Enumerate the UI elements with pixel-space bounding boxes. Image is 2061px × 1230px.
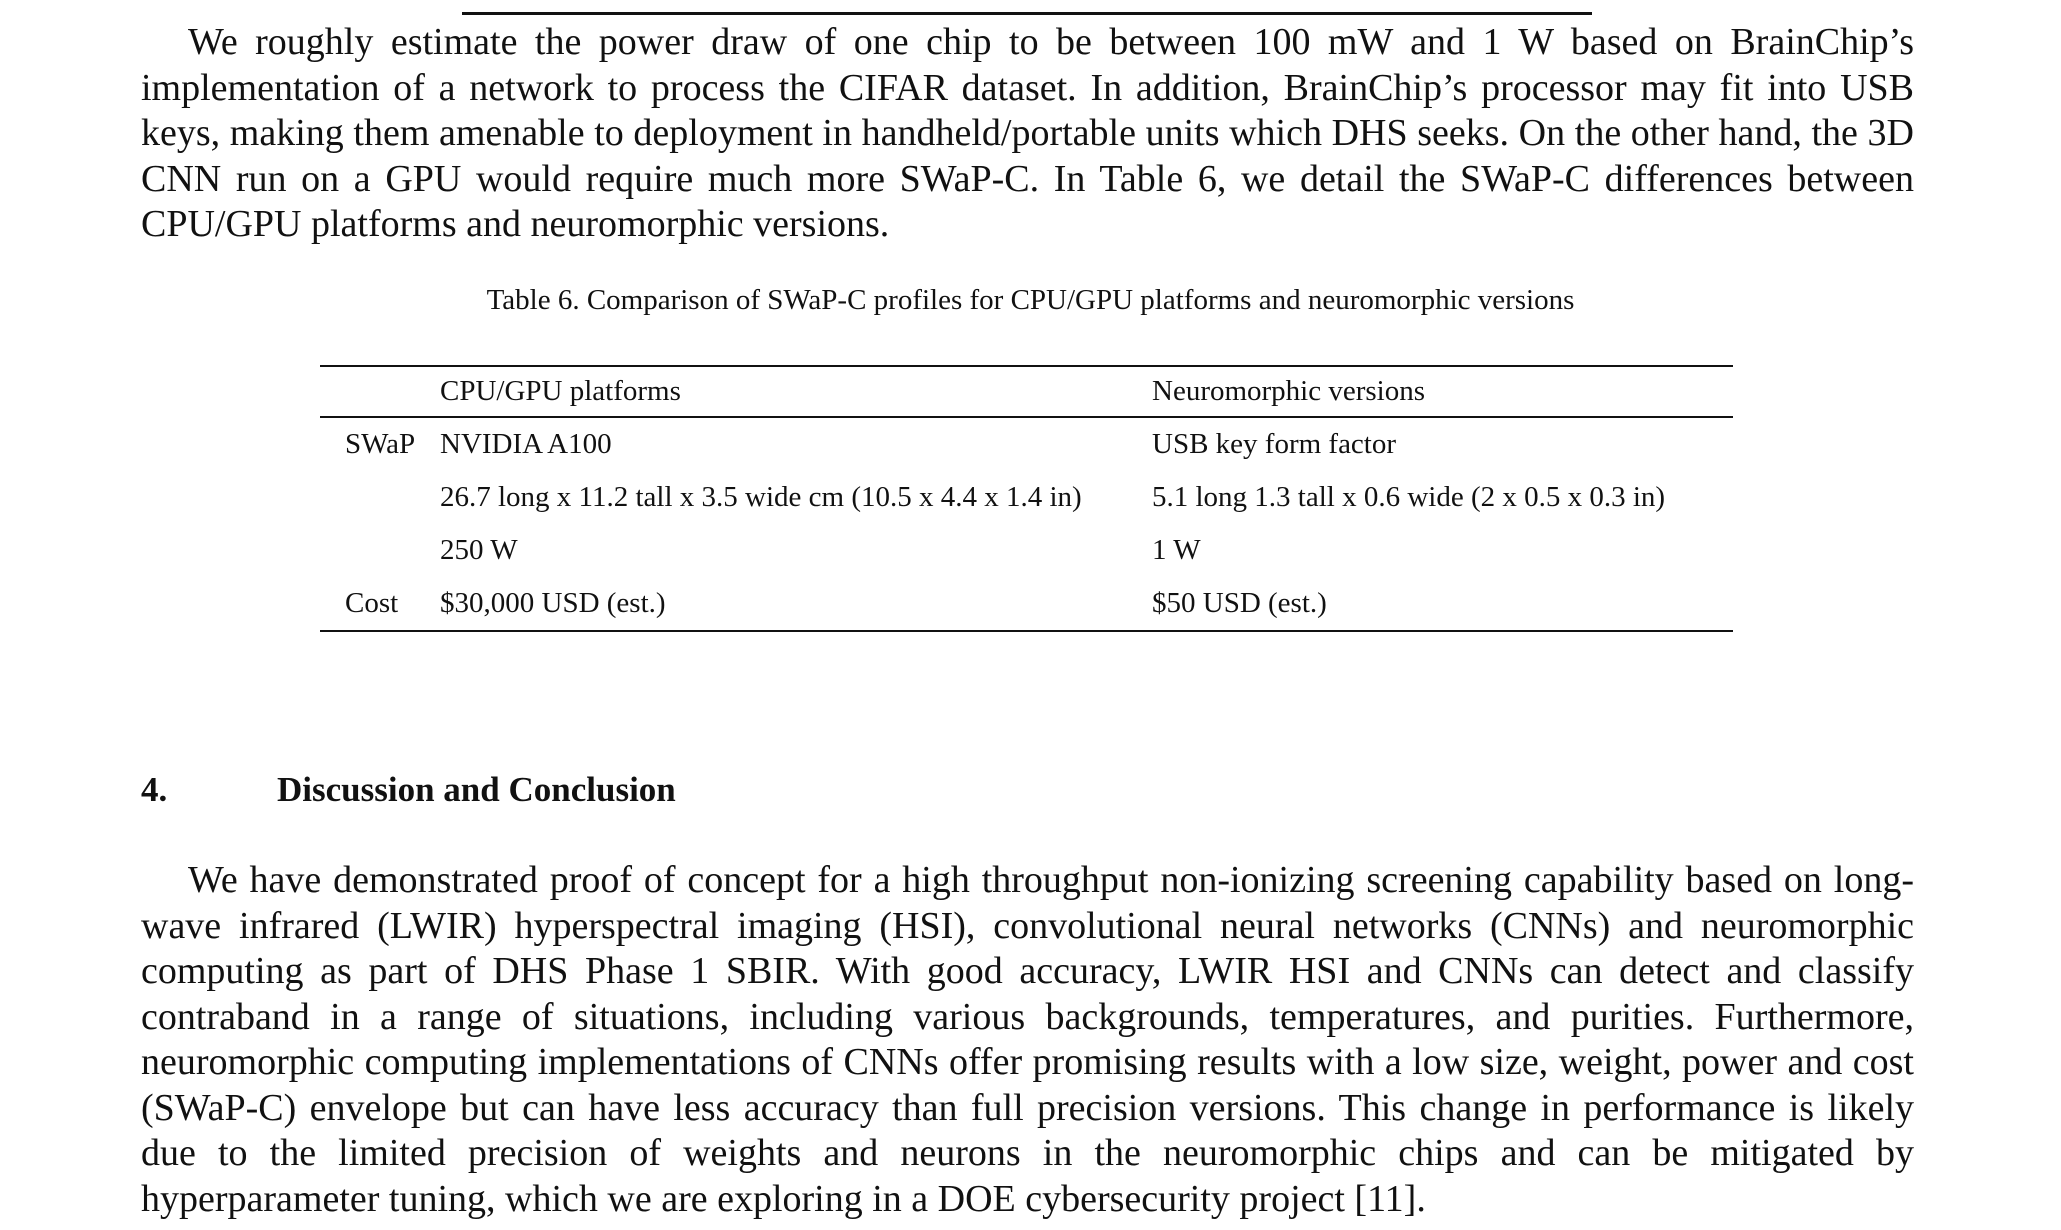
table-header-cell: CPU/GPU platforms	[440, 366, 1152, 417]
comparison-table	[320, 365, 1733, 632]
intro-paragraph: We roughly estimate the power draw of one chip to be between 100 mW and 1 W based on BrainChip’s implementation of a network to process the CIFAR dataset. In addition, BrainChip’s processor may fit into USB keys, making them amenable to deployment in handheld/portable units which DHS seeks. On the other hand, the 3D CNN run on a GPU would require much more SWaP-C. In Table 6, we detail the SWaP-C differences between CPU/GPU platforms and neuromorphic versions.	[141, 21, 1914, 245]
table-cell: $30,000 USD (est.)	[440, 577, 1152, 631]
table-header-row	[320, 366, 1733, 417]
table-cell: 5.1 long 1.3 tall x 0.6 wide (2 x 0.5 x 0.3 in)	[1152, 481, 1666, 513]
table-cell: 26.7 long x 11.2 tall x 3.5 wide cm (10.5 x 4.4 x 1.4 in)	[440, 481, 1082, 513]
table-cell: 1 W	[1152, 534, 1201, 566]
table-header-cell: Neuromorphic versions	[1152, 366, 1733, 417]
table-cell: NVIDIA A100	[440, 428, 612, 460]
table-cell: Cost	[320, 577, 440, 631]
conclusion-paragraph: We have demonstrated proof of concept for a high throughput non-ionizing screening capability based on long-wave infrared (LWIR) hyperspectral imaging (HSI), convolutional neural networks (CNNs) and neuromorphic computing as part of DHS Phase 1 SBIR. With good accuracy, LWIR HSI and CNNs can detect and classify contraband in a range of situations, including various backgrounds, temperatures, and purities. Furthermore, neuromorphic computing implementations of CNNs offer promising results with a low size, weight, power and cost (SWaP-C) envelope but can have less accuracy than full precision versions. This change in performance is likely due to the limited precision of weights and neurons in the neuromorphic chips and can be mitigated by hyperparameter tuning, which we are exploring in a DOE cybersecurity project [11].	[141, 859, 1914, 1220]
table-row	[320, 471, 1733, 524]
table-cell: USB key form factor	[1152, 428, 1397, 460]
top-rule	[462, 12, 1592, 15]
table-cell: $50 USD (est.)	[1152, 577, 1733, 631]
section-title: Discussion and Conclusion	[277, 770, 676, 809]
section-heading	[141, 770, 676, 810]
table-row	[320, 417, 1733, 471]
table-cell	[320, 471, 440, 524]
table-cell	[320, 524, 440, 577]
table-cell: 250 W	[440, 534, 518, 566]
table-cell: SWaP	[345, 428, 416, 460]
table-row	[320, 524, 1733, 577]
table-row	[320, 577, 1733, 631]
section-number: 4.	[141, 770, 168, 809]
table-caption: Table 6. Comparison of SWaP-C profiles for CPU/GPU platforms and neuromorphic versions	[486, 284, 1575, 316]
table-header-cell	[320, 366, 440, 417]
